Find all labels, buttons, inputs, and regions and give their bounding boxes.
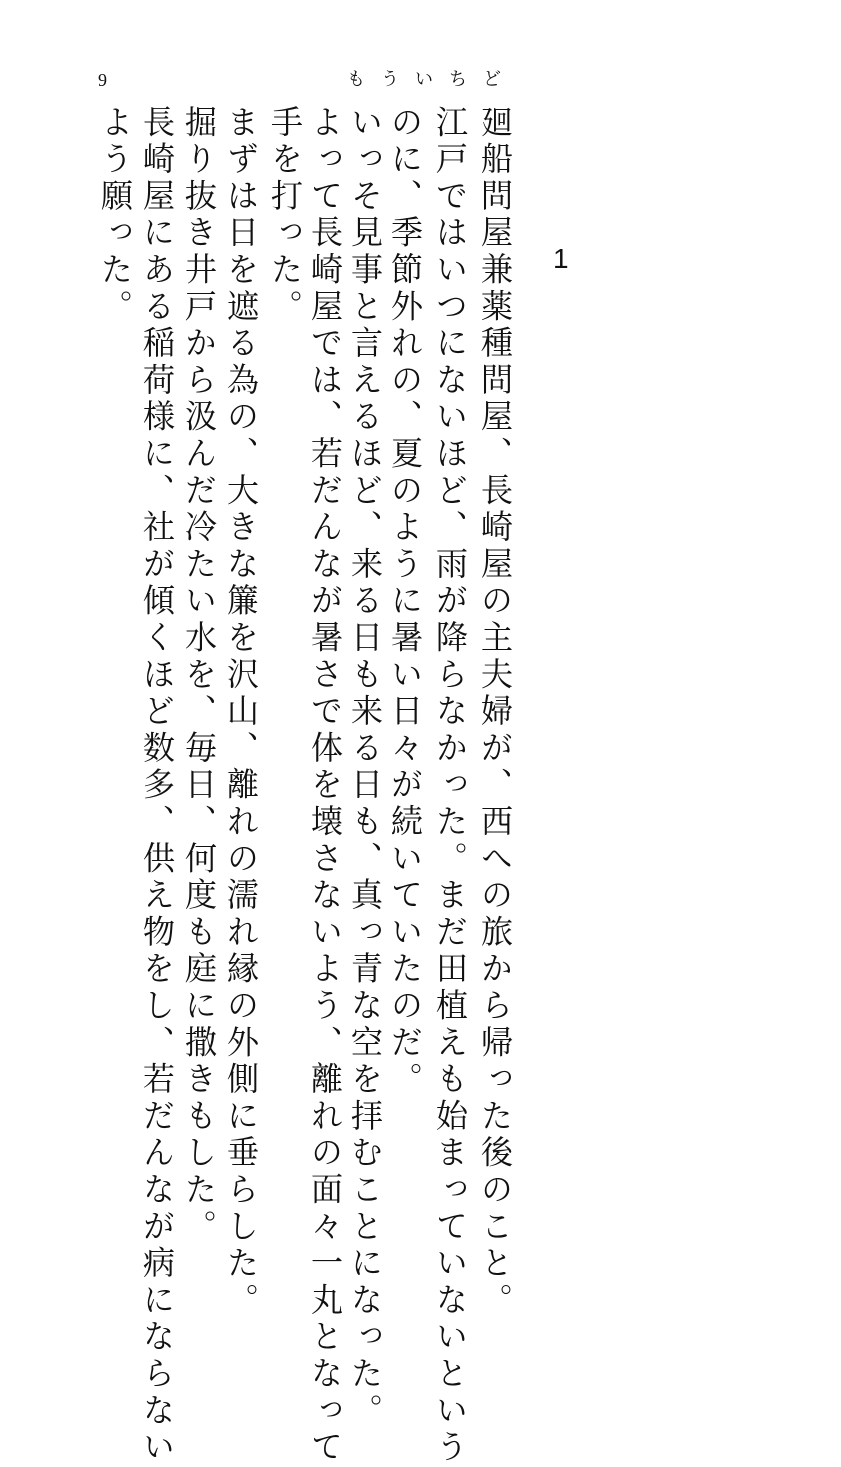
text-line-2: 江戸ではいつにないほど、雨が降らなかった。まだ田植えも始まっていないという: [431, 105, 469, 1467]
page-number: 9: [98, 70, 107, 90]
text-line-4: いっそ見事と言えるほど、来る日も来る日も、真っ青な空を拝むことになった。: [346, 105, 384, 1430]
chapter-number: 1: [553, 243, 569, 274]
text-line-10: よう願った。: [96, 105, 134, 326]
body-text: [92, 105, 520, 1467]
running-title: もういちど: [347, 69, 517, 90]
text-line-7: まずは日を遮る為の、大きな簾を沢山、離れの濡れ縁の外側に垂らした。: [222, 105, 260, 1320]
text-line-6: 手を打った。: [266, 105, 304, 326]
text-line-9: 長崎屋にある稲荷様に、社が傾くほど数多、供え物をし、若だんなが病にならない: [138, 105, 176, 1467]
text-line-3: のに、季節外れの、夏のように暑い日々が続いていたのだ。: [386, 105, 424, 1099]
text-line-5: よって長崎屋では、若だんなが暑さで体を壊さないよう、離れの面々一丸となって: [306, 105, 344, 1467]
text-line-8: 掘り抜き井戸から汲んだ冷たい水を、毎日、何度も庭に撒きもした。: [180, 105, 218, 1246]
text-line-1: 廻船問屋兼薬種問屋、長崎屋の主夫婦が、西への旅から帰った後のこと。: [476, 105, 514, 1320]
